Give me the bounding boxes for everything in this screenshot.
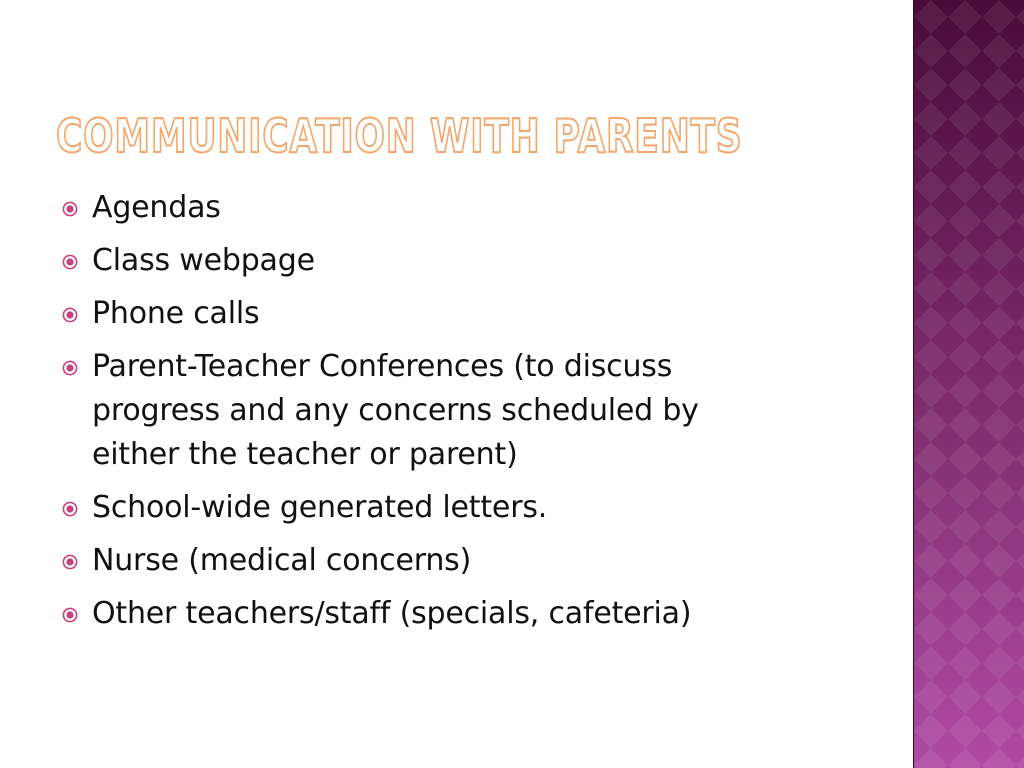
target-bullet-icon — [62, 554, 78, 570]
bullet-text: Agendas — [92, 190, 221, 225]
bullet-item-other-staff — [62, 592, 782, 636]
bullet-item-class-webpage — [62, 239, 782, 283]
bullet-text: Other teachers/staff (specials, cafeteria) — [92, 596, 692, 631]
target-bullet-icon — [62, 254, 78, 270]
bullet-item-school-letters — [62, 486, 782, 530]
bullet-text: School-wide generated letters. — [92, 490, 548, 525]
slide-title-text: COMMUNICATION WITH PARENTS — [56, 109, 743, 163]
target-bullet-icon — [62, 307, 78, 323]
bullet-text: Parent-Teacher Conferences (to discuss progress and any concerns scheduled by either the teacher or parent) — [92, 349, 699, 472]
bullet-text: Class webpage — [92, 243, 315, 278]
target-bullet-icon — [62, 607, 78, 623]
target-bullet-icon — [62, 201, 78, 217]
decorative-side-band — [913, 0, 1024, 768]
target-bullet-icon — [62, 501, 78, 517]
target-bullet-icon — [62, 360, 78, 376]
bullet-item-phone-calls — [62, 292, 782, 336]
bullet-text: Phone calls — [92, 296, 260, 331]
diamond-pattern — [914, 0, 1024, 768]
bullet-text: Nurse (medical concerns) — [92, 543, 472, 578]
bullet-item-nurse — [62, 539, 782, 583]
bullet-list — [62, 186, 782, 645]
bullet-item-agendas — [62, 186, 782, 230]
slide-title — [56, 108, 936, 164]
bullet-item-conferences — [62, 345, 782, 477]
